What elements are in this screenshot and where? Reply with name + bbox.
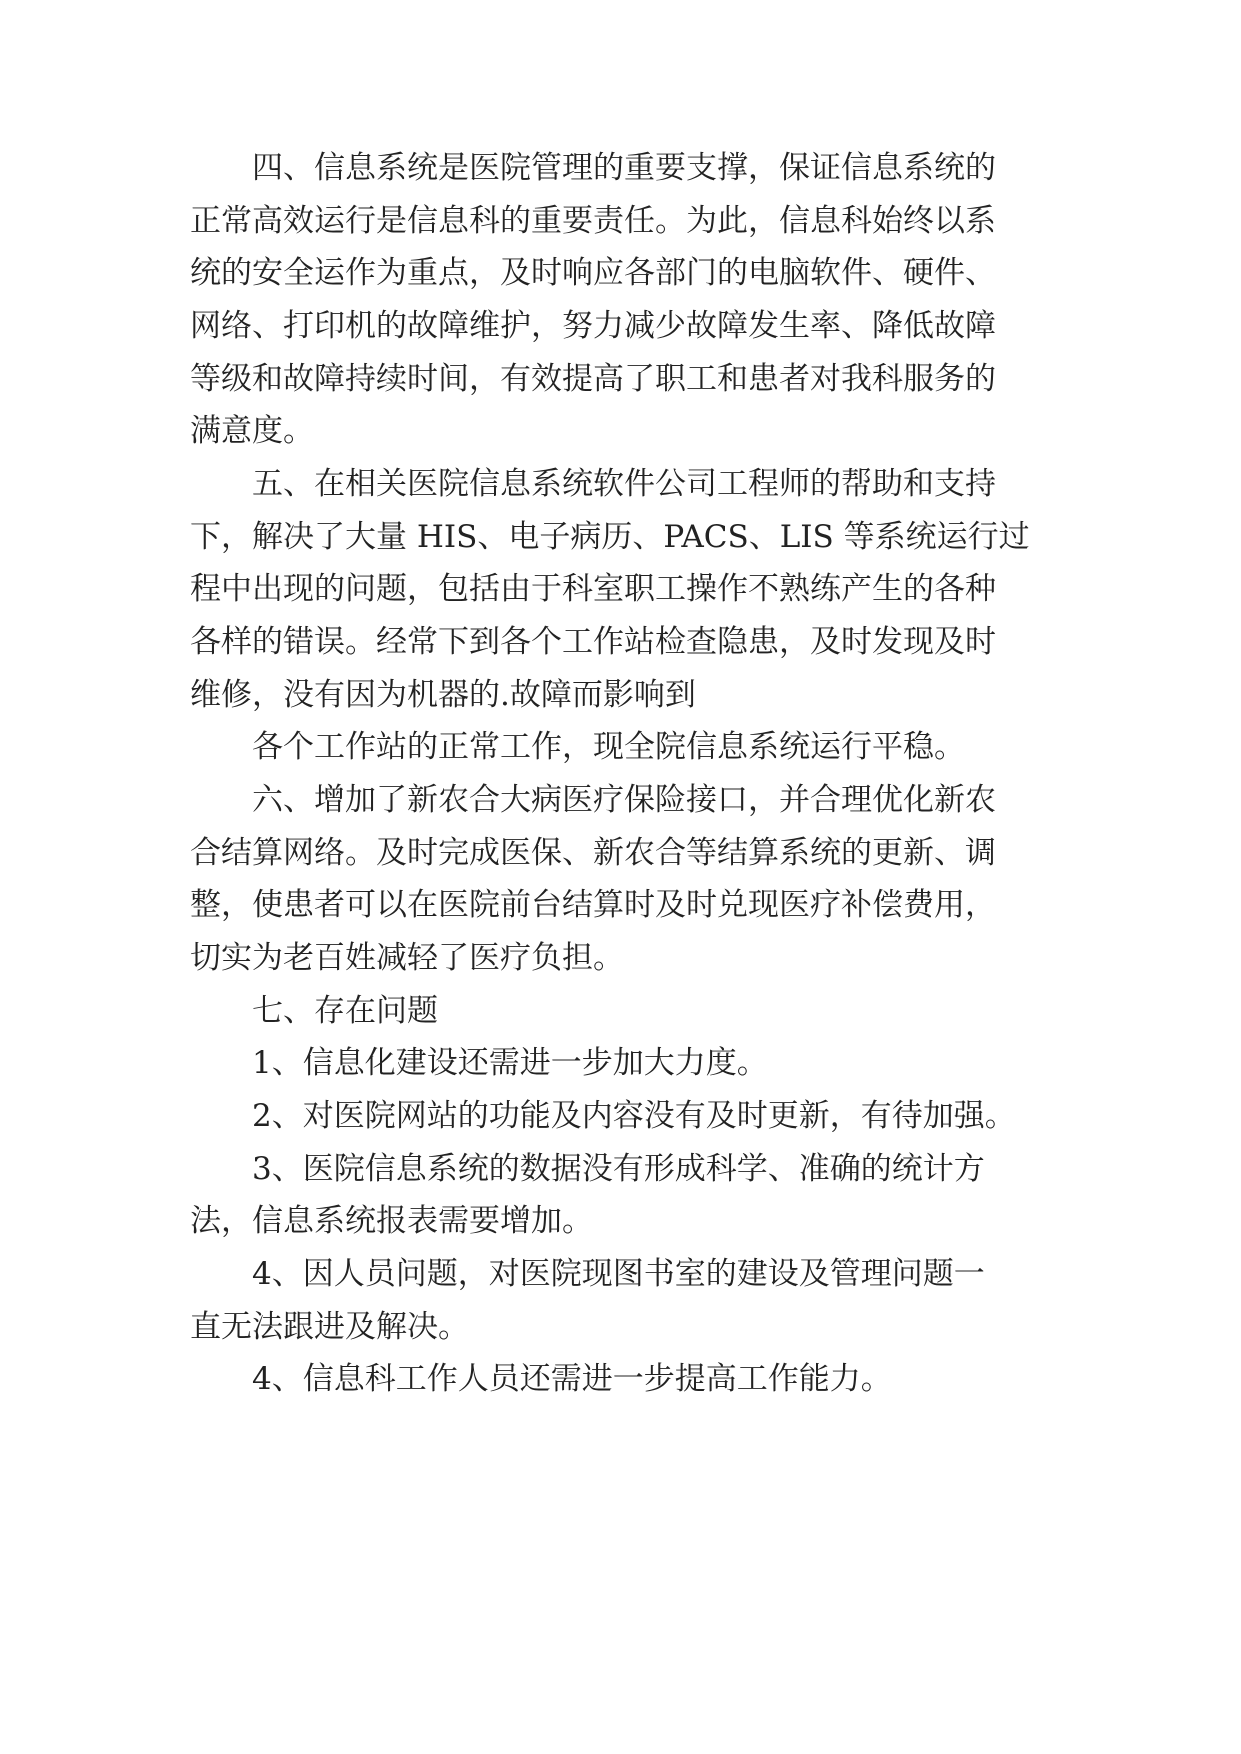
issue-4-line-2: 直无法跟进及解决。 — [190, 1309, 469, 1345]
paragraph-6-line-4: 切实为老百姓减轻了医疗负担。 — [190, 940, 624, 976]
issue-1: 1、信息化建设还需进一步加大力度。 — [252, 1045, 768, 1081]
paragraph-4-line-1: 四、信息系统是医院管理的重要支撑，保证信息系统的 — [252, 150, 996, 186]
issue-3-line-2: 法，信息系统报表需要增加。 — [190, 1203, 593, 1239]
paragraph-5-line-3: 程中出现的问题，包括由于科室职工操作不熟练产生的各种 — [190, 571, 996, 607]
issue-2: 2、对医院网站的功能及内容没有及时更新，有待加强。 — [252, 1098, 1016, 1134]
paragraph-4-line-2: 正常高效运行是信息科的重要责任。为此，信息科始终以系 — [190, 203, 996, 239]
paragraph-5-line-5: 维修，没有因为机器的.故障而影响到 — [190, 677, 696, 713]
paragraph-6-line-3: 整，使患者可以在医院前台结算时及时兑现医疗补偿费用， — [190, 887, 996, 923]
paragraph-4-line-3: 统的安全运作为重点，及时响应各部门的电脑软件、硬件、 — [190, 255, 996, 291]
paragraph-4-line-5: 等级和故障持续时间，有效提高了职工和患者对我科服务的 — [190, 361, 996, 397]
section-7-heading: 七、存在问题 — [252, 993, 438, 1029]
paragraph-5-line-4: 各样的错误。经常下到各个工作站检查隐患，及时发现及时 — [190, 624, 996, 660]
issue-5: 4、信息科工作人员还需进一步提高工作能力。 — [252, 1361, 892, 1397]
issue-3-line-1: 3、医院信息系统的数据没有形成科学、准确的统计方 — [252, 1151, 985, 1187]
issue-4-line-1: 4、因人员问题，对医院现图书室的建设及管理问题一 — [252, 1256, 985, 1292]
paragraph-4-line-6: 满意度。 — [190, 413, 314, 449]
paragraph-4-line-4: 网络、打印机的故障维护，努力减少故障发生率、降低故障 — [190, 308, 996, 344]
paragraph-5-line-1: 五、在相关医院信息系统软件公司工程师的帮助和支持 — [252, 466, 996, 502]
paragraph-5b-line-1: 各个工作站的正常工作，现全院信息系统运行平稳。 — [252, 729, 965, 765]
paragraph-5-line-2: 下，解决了大量 HIS、电子病历、PACS、LIS 等系统运行过 — [190, 519, 1030, 555]
paragraph-6-line-1: 六、增加了新农合大病医疗保险接口，并合理优化新农 — [252, 782, 996, 818]
paragraph-6-line-2: 合结算网络。及时完成医保、新农合等结算系统的更新、调 — [190, 835, 996, 871]
